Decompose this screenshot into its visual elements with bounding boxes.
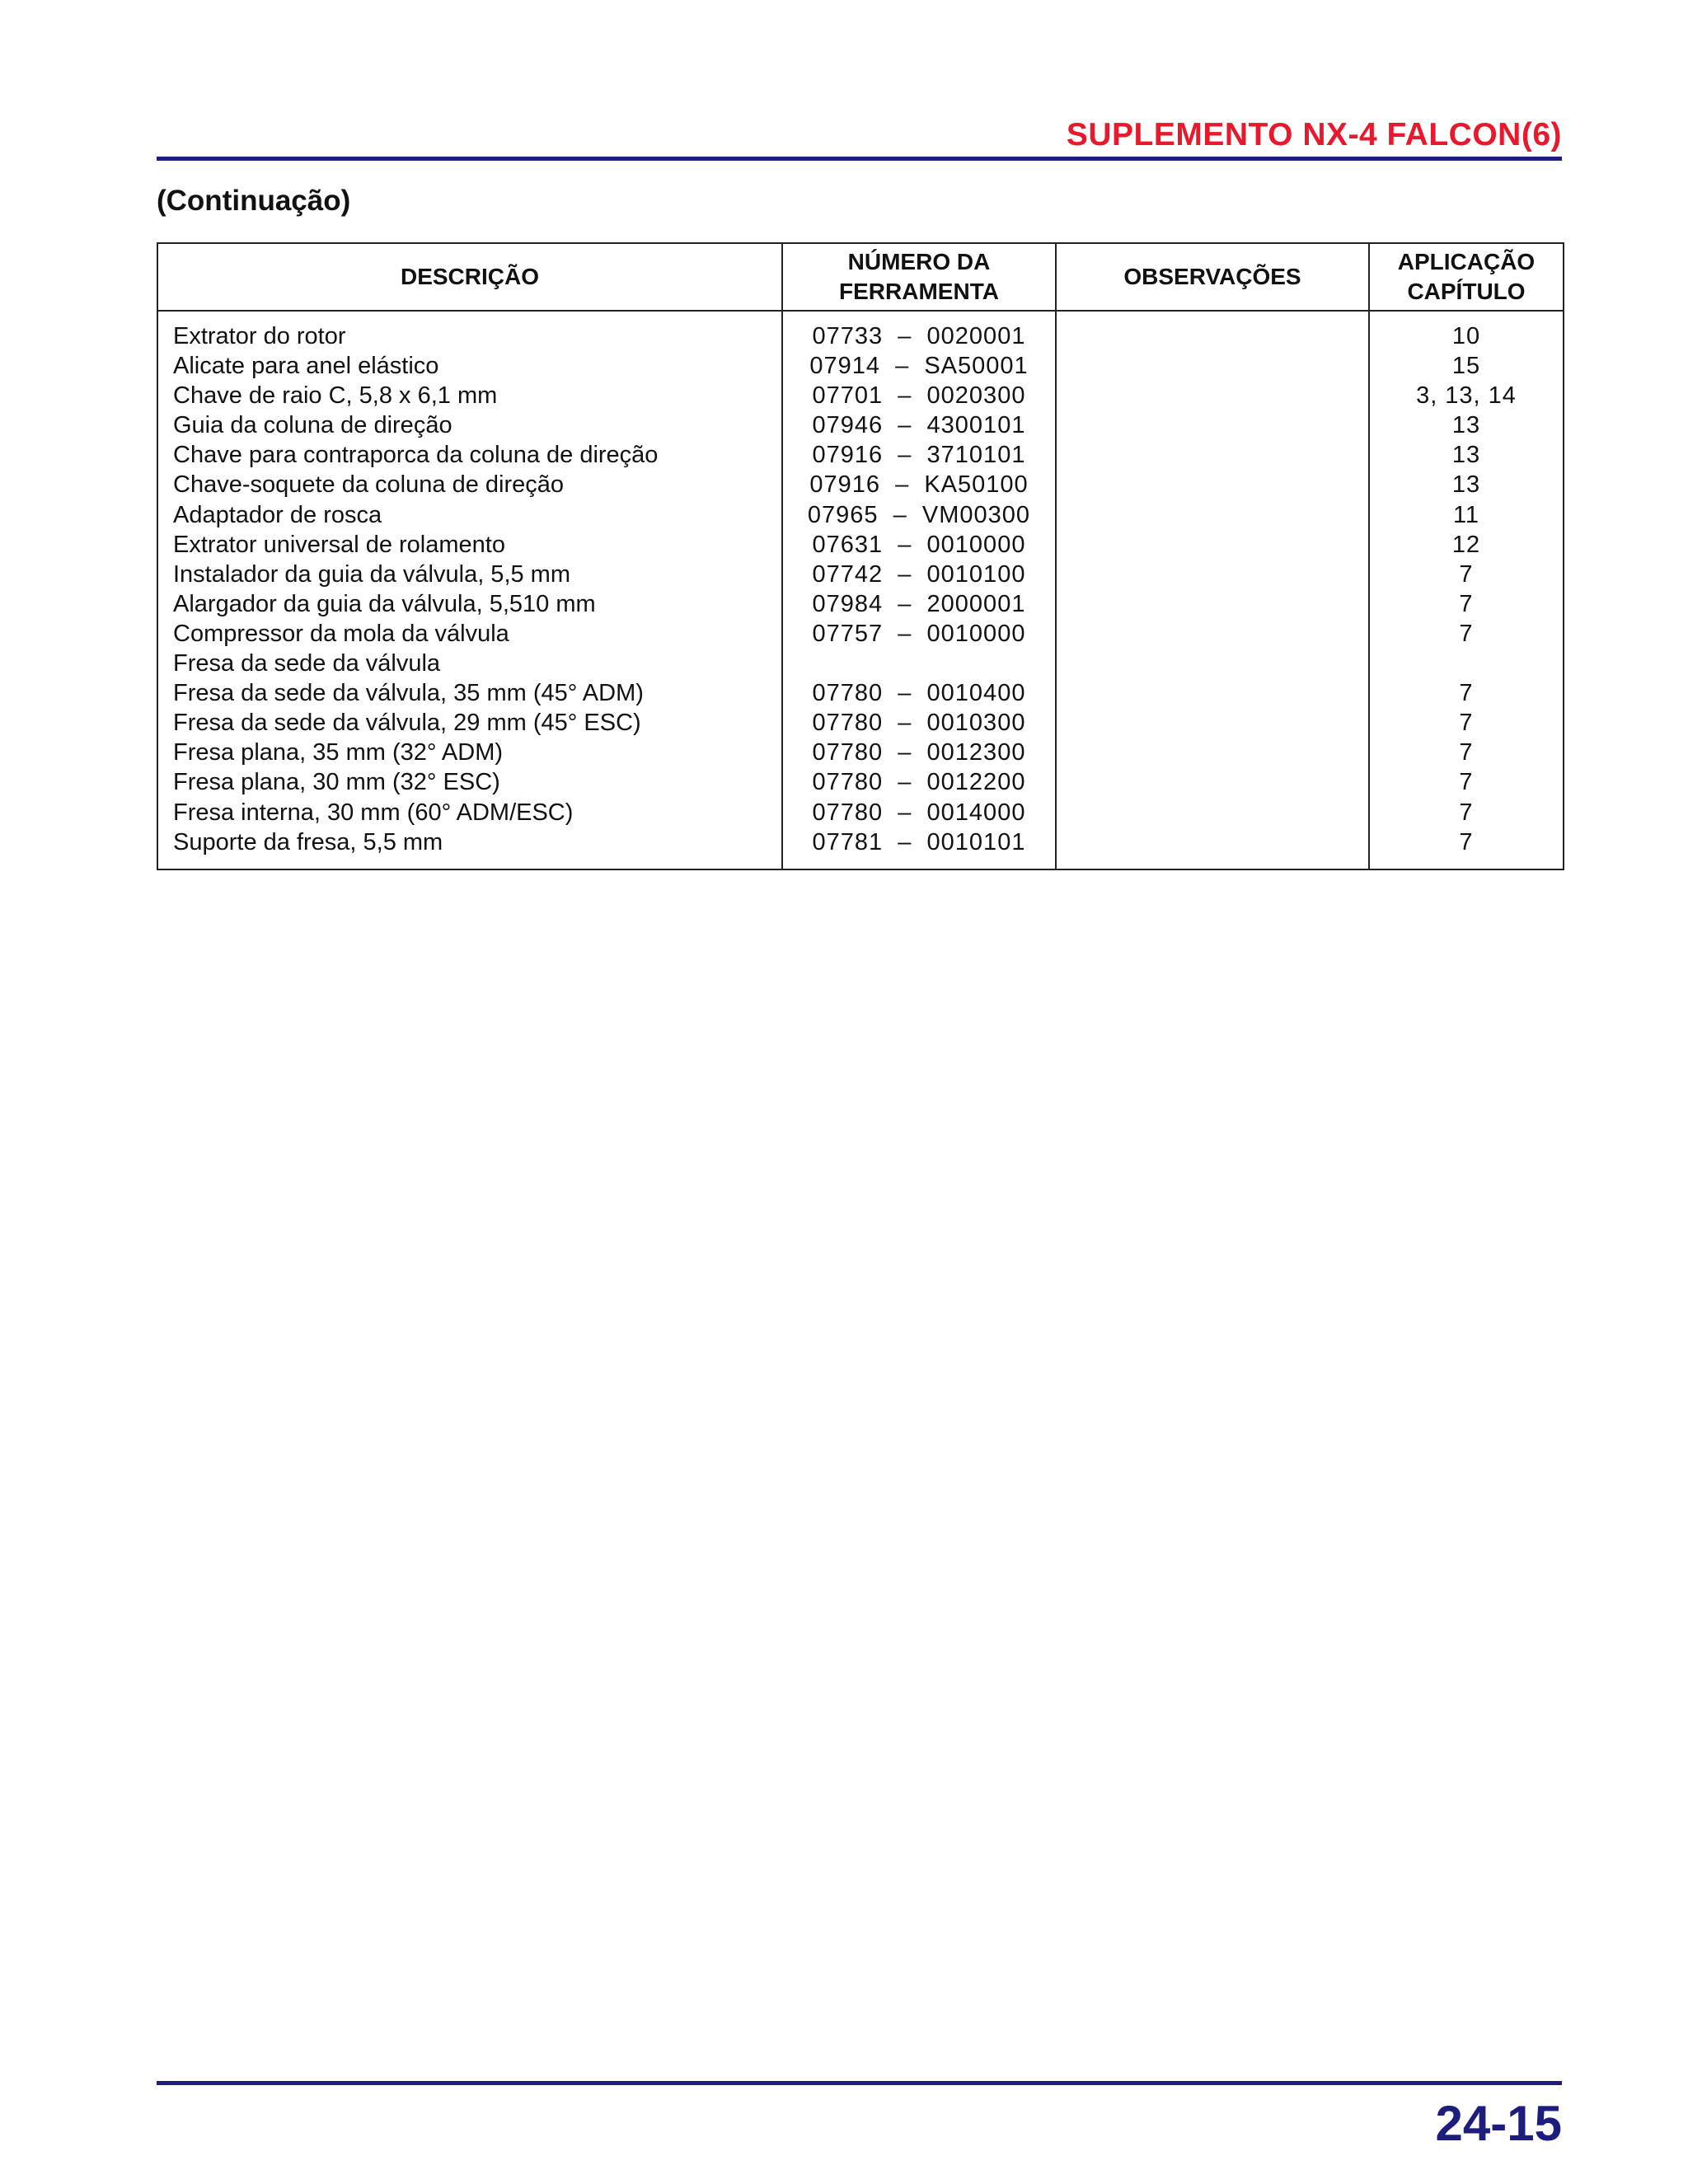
tool-description: Fresa da sede da válvula, 29 mm (45° ESC) (173, 710, 641, 737)
column-header-tool-number: NÚMERO DA FERRAMENTA (782, 243, 1056, 311)
application-chapter: 7 (1459, 739, 1474, 766)
tool-number: 07780 – 0010400 (812, 680, 1026, 707)
tool-observation (1057, 351, 1368, 381)
continuation-label: (Continuação) (157, 185, 351, 217)
tool-observation (1057, 649, 1368, 678)
application-chapter: 3, 13, 14 (1416, 382, 1517, 410)
tool-description: Adaptador de rosca (173, 501, 382, 528)
tool-description: Alicate para anel elástico (173, 353, 439, 380)
tool-description: Fresa plana, 30 mm (32° ESC) (173, 769, 500, 796)
page-number: 24-15 (1435, 2096, 1562, 2151)
tool-number: 07780 – 0010300 (812, 710, 1026, 737)
tool-number: 07757 – 0010000 (812, 620, 1026, 647)
tool-number: 07984 – 2000001 (812, 590, 1026, 617)
header-rule (157, 157, 1562, 161)
tool-observation (1057, 589, 1368, 619)
application-chapter (1370, 649, 1563, 678)
observations-column (1056, 311, 1369, 869)
tool-observation (1057, 530, 1368, 560)
application-chapter: 12 (1451, 531, 1481, 558)
tool-description: Fresa plana, 35 mm (32° ADM) (173, 739, 504, 766)
tool-number: 07946 – 4300101 (812, 412, 1026, 439)
tool-observation (1057, 798, 1368, 827)
column-header-application-chapter: APLICAÇÃO CAPÍTULO (1369, 243, 1564, 311)
tool-description: Compressor da mola da válvula (173, 620, 509, 647)
tool-number: 07965 – VM00300 (807, 501, 1031, 528)
application-chapter: 7 (1459, 590, 1474, 617)
tool-number: 07742 – 0010100 (812, 560, 1026, 588)
application-chapter: 7 (1459, 680, 1474, 707)
chapter-column (1369, 311, 1564, 869)
application-chapter: 11 (1452, 501, 1480, 528)
column-header-observations: OBSERVAÇÕES (1056, 243, 1369, 311)
application-chapter: 7 (1459, 560, 1474, 588)
tool-observation (1057, 708, 1368, 738)
tool-observation (1057, 827, 1368, 857)
tool-description: Fresa interna, 30 mm (60° ADM/ESC) (173, 799, 574, 826)
tool-number: 07781 – 0010101 (812, 828, 1026, 855)
tool-number (783, 649, 1055, 678)
application-chapter: 13 (1451, 471, 1481, 499)
application-chapter: 13 (1451, 412, 1481, 439)
tool-description: Extrator universal de rolamento (173, 531, 505, 558)
application-chapter: 7 (1459, 620, 1474, 647)
tool-number: 07914 – SA50001 (809, 353, 1029, 380)
tool-observation (1057, 619, 1368, 649)
tool-number: 07631 – 0010000 (812, 531, 1026, 558)
tool-observation (1057, 321, 1368, 351)
tool-observation (1057, 470, 1368, 499)
tool-observation (1057, 767, 1368, 797)
tool-description: Extrator do rotor (173, 323, 346, 349)
footer-rule (157, 2081, 1562, 2085)
tool-observation (1057, 381, 1368, 410)
tool-description: Chave para contraporca da coluna de direção (173, 442, 659, 469)
tool-number: 07780 – 0012300 (812, 739, 1026, 766)
special-tools-table (157, 242, 1564, 870)
tool-observation (1057, 678, 1368, 708)
tool-number: 07780 – 0012200 (812, 769, 1026, 796)
tool-number-column (782, 311, 1056, 869)
tool-description: Fresa da sede da válvula (173, 650, 441, 677)
tool-number: 07701 – 0020300 (812, 382, 1026, 410)
application-chapter: 7 (1459, 769, 1474, 796)
tool-observation (1057, 440, 1368, 470)
section-title: SUPLEMENTO NX-4 FALCON(6) (1066, 117, 1562, 152)
application-chapter: 10 (1451, 323, 1481, 349)
description-column (157, 311, 782, 869)
application-chapter: 7 (1459, 799, 1474, 826)
application-chapter: 7 (1459, 710, 1474, 737)
tool-observation (1057, 500, 1368, 530)
tool-observation (1057, 738, 1368, 767)
tool-description: Chave-soquete da coluna de direção (173, 471, 564, 499)
tool-number: 07916 – 3710101 (812, 442, 1026, 469)
tool-description: Guia da coluna de direção (173, 412, 452, 439)
tool-number: 07780 – 0014000 (812, 799, 1026, 826)
application-chapter: 15 (1451, 353, 1481, 380)
tool-description: Alargador da guia da válvula, 5,510 mm (173, 590, 596, 617)
tool-observation (1057, 410, 1368, 440)
tool-description: Suporte da fresa, 5,5 mm (173, 828, 443, 855)
tool-number: 07916 – KA50100 (809, 471, 1029, 499)
table-header (157, 243, 1564, 311)
table-body-row (157, 311, 1564, 869)
tool-description: Chave de raio C, 5,8 x 6,1 mm (173, 382, 498, 410)
tool-number: 07733 – 0020001 (812, 323, 1026, 349)
application-chapter: 13 (1451, 442, 1481, 469)
application-chapter: 7 (1459, 828, 1474, 855)
tool-description: Instalador da guia da válvula, 5,5 mm (173, 560, 570, 588)
tool-observation (1057, 560, 1368, 589)
tool-description: Fresa da sede da válvula, 35 mm (45° ADM) (173, 680, 644, 707)
column-header-description: DESCRIÇÃO (157, 243, 782, 311)
